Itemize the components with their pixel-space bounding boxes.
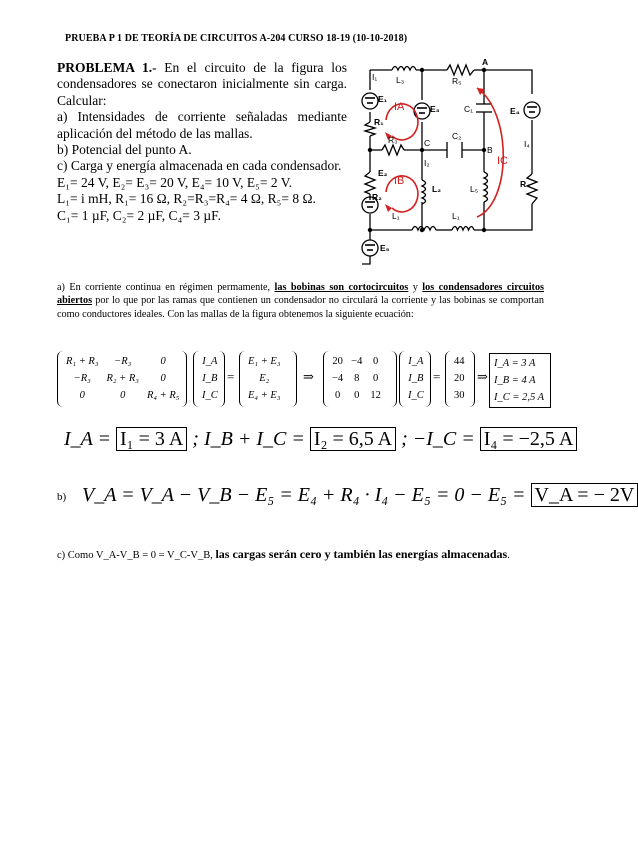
- part-b-equation: V_A = V_A − V_B − E₅ = E₄ + R₄ · I₄ − E₅ = 0 − E₅ = V_A = − 2V: [82, 484, 638, 507]
- resistance-matrix: R₁ + R₃ −R₃ 0 −R₃ R₂ + R₃ 0 0 0 R₄ + R₅: [57, 351, 187, 407]
- label-IA: IA: [394, 101, 405, 113]
- VA-result: V_A = − 2V: [531, 483, 638, 507]
- part-a-prefix: a) En corriente continua en régimen permamente,: [57, 282, 275, 293]
- part-c-prefix: c) Como V_A-V_B = 0 = V_C-V_B,: [57, 550, 216, 561]
- label-R5: R₅: [452, 76, 462, 86]
- label-R3: R₃: [388, 135, 398, 145]
- label-E1: E₁: [378, 94, 388, 104]
- label-R4: R₄: [520, 179, 531, 189]
- result-box: I_A = 3 A I_B = 4 A I_C = 2,5 A: [489, 353, 551, 408]
- label-A: A: [482, 57, 489, 67]
- part-a-underline-2: los condensadores circuitos abiertos: [57, 282, 545, 307]
- label-E2: E₂: [378, 168, 388, 178]
- part-c-text: c) Como V_A-V_B = 0 = V_C-V_B, las cargas serán cero y también las energías almacenadas.: [57, 547, 510, 561]
- label-I2: I₂: [424, 158, 430, 168]
- problem-statement: [57, 60, 347, 224]
- page-header: PRUEBA P 1 DE TEORÍA DE CIRCUITOS A-204 CURSO 18-19 (10-10-2018): [65, 33, 408, 44]
- label-C2: C₂: [452, 131, 462, 141]
- item-b: b) Potencial del punto A.: [57, 142, 192, 158]
- item-a: a) Intensidades de corriente señaladas mediante aplicación del método de las mallas.: [57, 109, 347, 141]
- label-L1-right: L₁: [452, 211, 460, 221]
- label-B: B: [487, 145, 493, 155]
- label-I4: I₄: [524, 139, 530, 149]
- label-L1-left: L₁: [392, 211, 400, 221]
- problem-title: PROBLEMA 1.: [57, 60, 153, 75]
- label-I1: I₁: [372, 72, 378, 82]
- mesh-equation: R₁ + R₃ −R₃ 0 −R₃ R₂ + R₃ 0 0 0 R₄ + R₅ I_A I_B I_C = E₁ + E₃ E₂ E₄ + E₃ ⇒ 20 −4 0 −4 8 0 0 0 12 I_A I_B I_C = 44 20 30 ⇒ I_A = 3 A I_B = 4 A I_C = 2,5 A: [57, 351, 547, 411]
- current-vector: I_A I_B I_C: [193, 351, 225, 407]
- I2-result: I₂ = 6,5 A: [310, 427, 396, 451]
- data-capacitors: C₁= 1 µF, C₂= 2 µF, C₄= 3 µF.: [57, 207, 221, 223]
- numeric-vector: 44 20 30: [445, 351, 475, 407]
- part-a-mid: y: [408, 282, 423, 293]
- label-R2: R₂: [372, 192, 382, 202]
- circuit-diagram: [352, 52, 557, 277]
- problem-intro: - En el circuito de la figura los condensadores se conectaron inicialmente sin carga. Calcular:: [57, 60, 347, 108]
- part-a-text: [57, 281, 544, 321]
- label-L5: L₅: [470, 184, 479, 194]
- label-E5: E₅: [380, 243, 390, 253]
- part-a-underline-1: las bobinas son cortocircuitos: [274, 282, 409, 293]
- label-E3: E₃: [430, 104, 440, 114]
- part-b-label: b): [57, 491, 67, 503]
- label-L3: L₃: [396, 75, 405, 85]
- label-IB: IB: [394, 175, 405, 187]
- item-c: c) Carga y energía almacenada en cada condensador.: [57, 158, 342, 174]
- current-vector-2: I_A I_B I_C: [399, 351, 431, 407]
- label-R1: R₁: [374, 117, 384, 127]
- part-c-bold: las cargas serán cero y también las energías almacenadas: [215, 547, 508, 561]
- part-a-rest: por lo que por las ramas que contienen un condensador no circulará la corriente y las bobinas se comportan como conductores ideales. Con las mallas de la figura obtenemos la siguiente ecuación:: [57, 295, 544, 320]
- currents-line: I_A = I₁ = 3 A ; I_B + I_C = I₂ = 6,5 A ; −I_C = I₄ = −2,5 A: [64, 428, 577, 451]
- label-IC: IC: [497, 155, 508, 167]
- label-C1: C₁: [464, 104, 474, 114]
- source-vector: E₁ + E₃ E₂ E₄ + E₃: [239, 351, 297, 407]
- I4-result: I₄ = −2,5 A: [480, 427, 578, 451]
- label-E4: E₄: [510, 106, 520, 116]
- numeric-matrix: 20 −4 0 −4 8 0 0 0 12: [323, 351, 397, 407]
- label-L2: L₂: [432, 184, 441, 194]
- label-C: C: [424, 138, 431, 148]
- data-sources: E₁= 24 V, E₂= E₃= 20 V, E₄= 10 V, E₅= 2 V.: [57, 174, 293, 190]
- data-resistors: L₁= i mH, R₁= 16 Ω, R₂=R₃=R₄= 4 Ω, R₅= 8 Ω.: [57, 191, 316, 207]
- I1-result: I₁ = 3 A: [116, 427, 187, 451]
